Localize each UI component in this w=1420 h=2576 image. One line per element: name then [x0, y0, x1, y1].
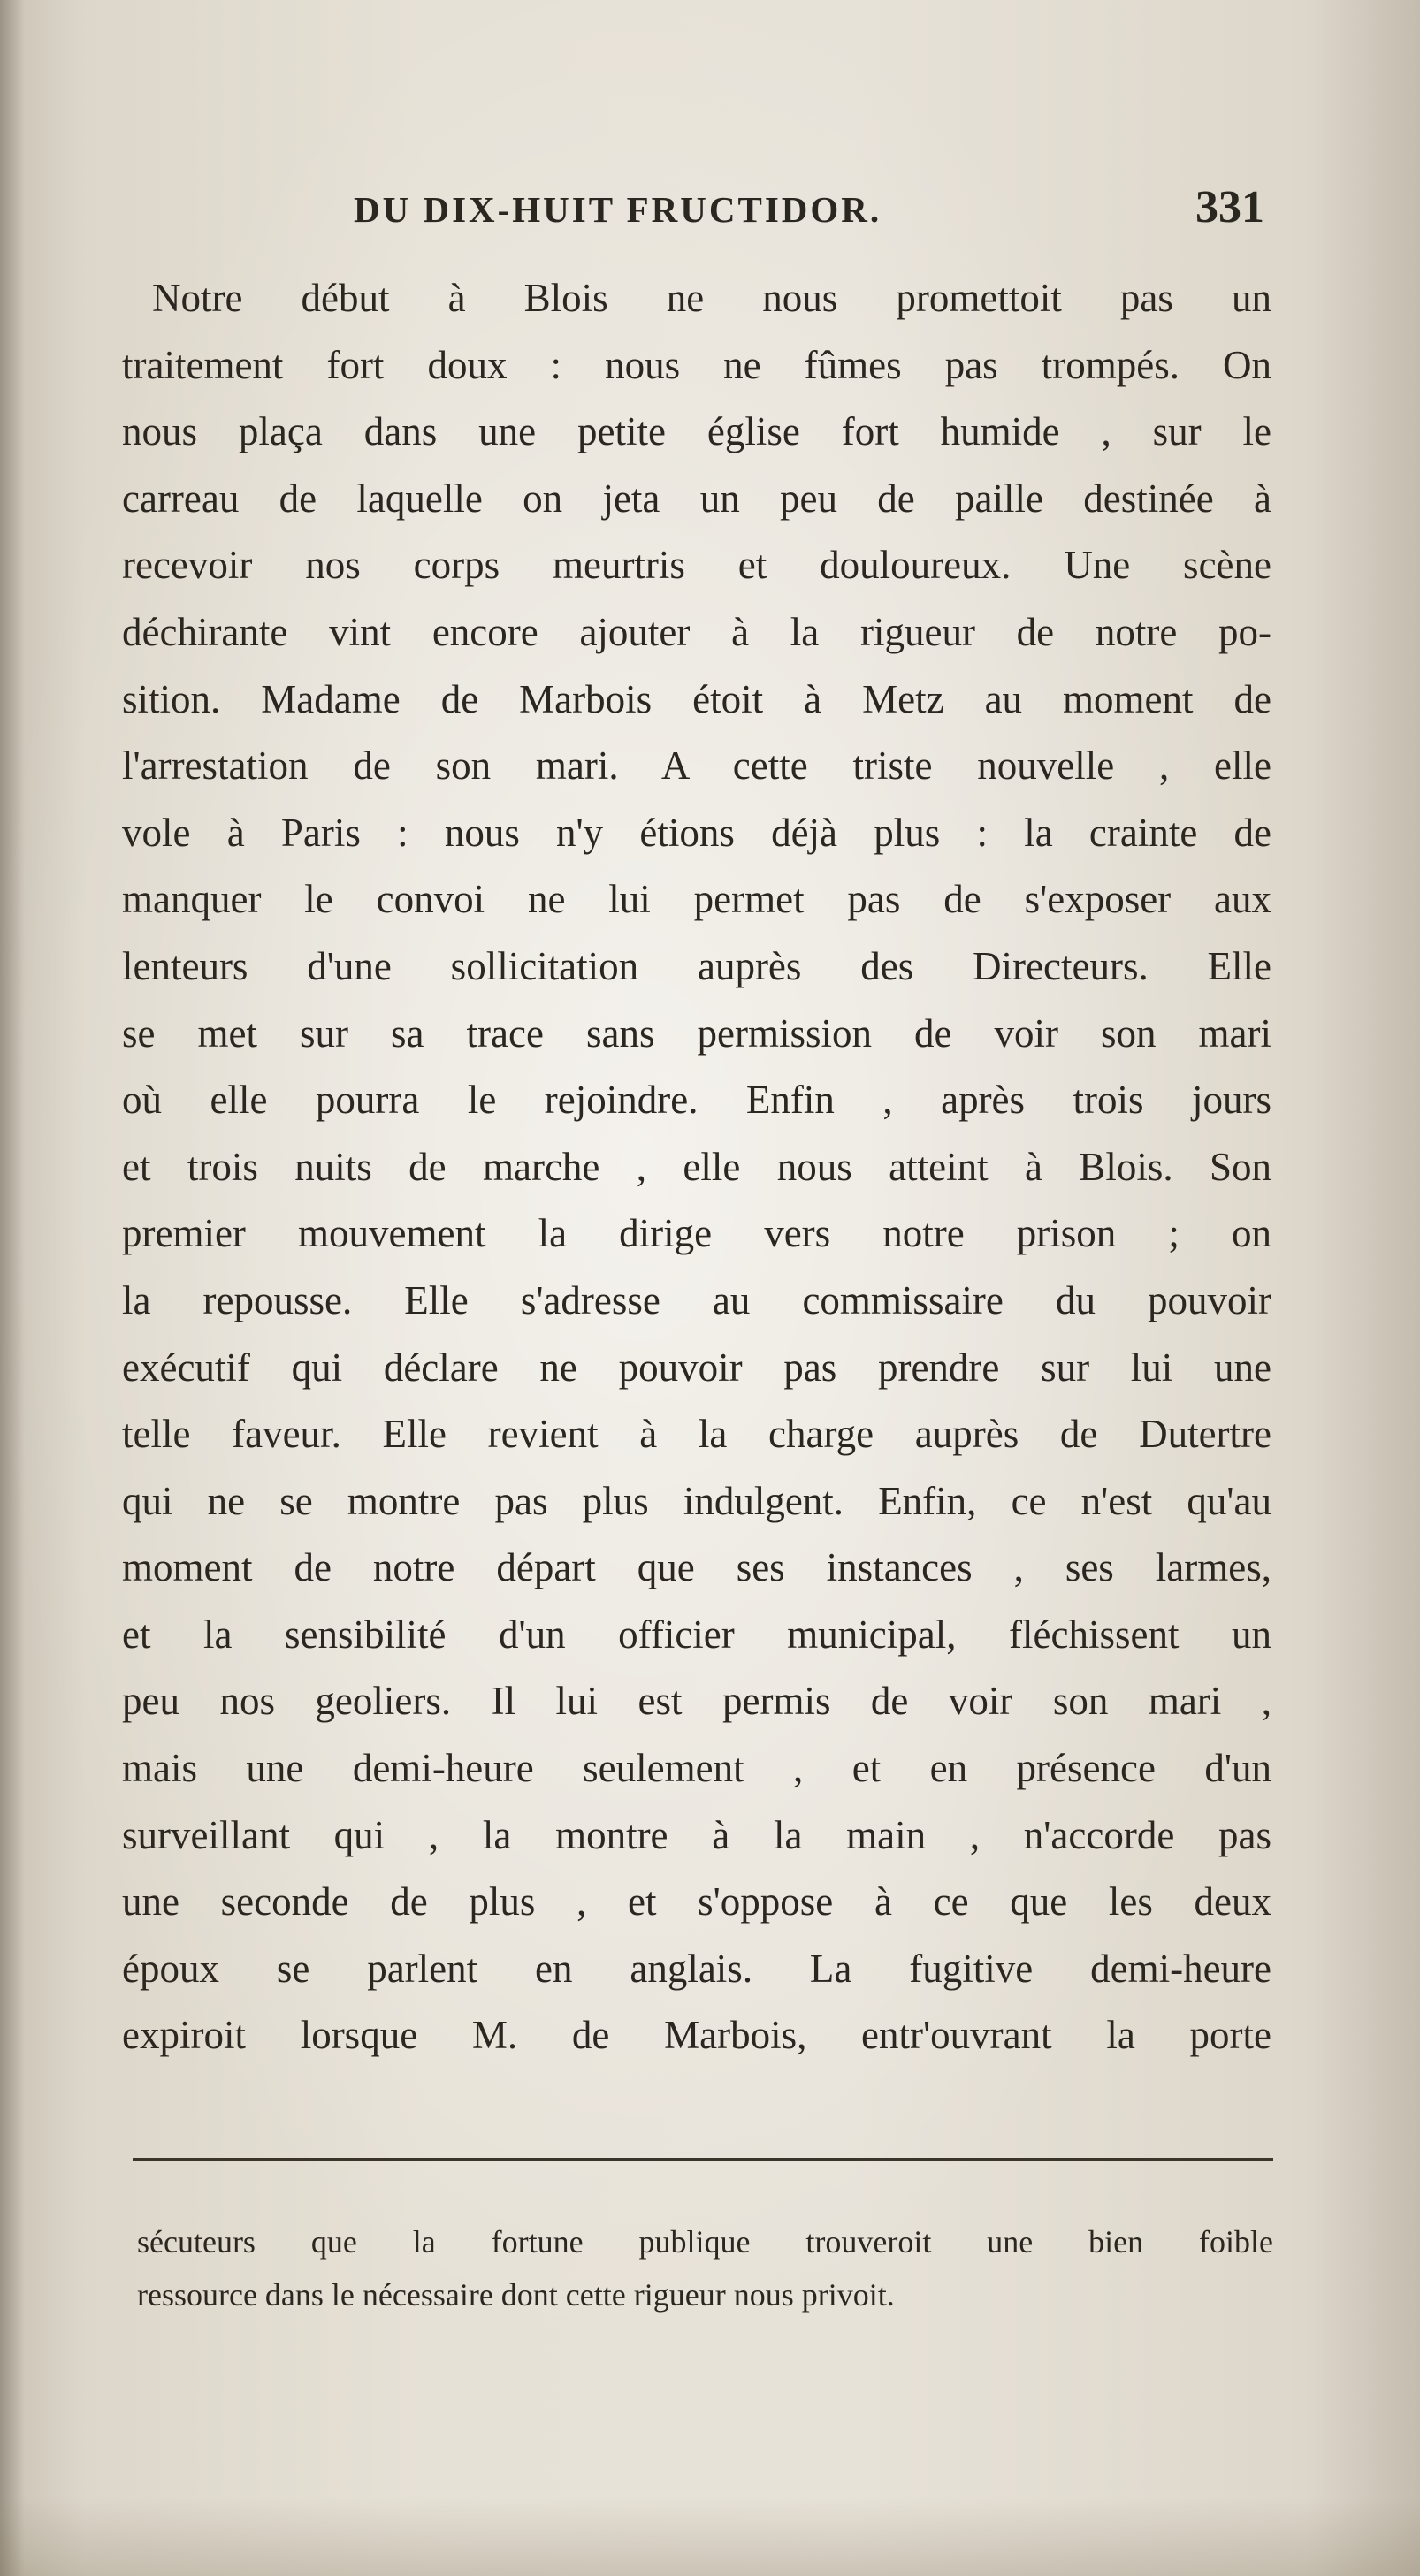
page-number: 331	[1195, 182, 1264, 232]
text-line: et la sensibilité d'un officier municipal, fléchissent un	[122, 1612, 1271, 1657]
text-line: nous plaça dans une petite église fort humide , sur le	[122, 409, 1271, 454]
text-line: telle faveur. Elle revient à la charge auprès de Dutertre	[122, 1412, 1271, 1457]
text-line: et trois nuits de marche , elle nous atteint à Blois. Son	[122, 1144, 1271, 1189]
text-line: moment de notre départ que ses instances , ses larmes,	[122, 1545, 1271, 1590]
text-line: expiroit lorsque M. de Marbois, entr'ouvrant la porte	[122, 2013, 1271, 2058]
text-line: l'arrestation de son mari. A cette triste nouvelle , elle	[122, 743, 1271, 789]
footnote-line: sécuteurs que la fortune publique trouveroit une bien foible	[137, 2224, 1273, 2260]
text-line: carreau de laquelle on jeta un peu de paille destinée à	[122, 476, 1271, 521]
text-line: manquer le convoi ne lui permet pas de s'exposer aux	[122, 877, 1271, 922]
text-line: la repousse. Elle s'adresse au commissaire du pouvoir	[122, 1277, 1271, 1322]
text-line: traitement fort doux : nous ne fûmes pas trompés. On	[122, 342, 1271, 387]
text-line: Notre début à Blois ne nous promettoit pas un	[152, 276, 1271, 320]
text-line: sition. Madame de Marbois étoit à Metz au moment de	[122, 676, 1271, 721]
text-line: mais une demi-heure seulement , et en présence d'un	[122, 1746, 1271, 1791]
text-line: se met sur sa trace sans permission de voir son mari	[122, 1010, 1271, 1056]
text-line: peu nos geoliers. Il lui est permis de voir son mari ,	[122, 1679, 1271, 1724]
text-line: où elle pourra le rejoindre. Enfin , après trois jours	[122, 1078, 1271, 1123]
text-line: exécutif qui déclare ne pouvoir pas prendre sur lui une	[122, 1345, 1271, 1390]
text-line: surveillant qui , la montre à la main , n'accorde pas	[122, 1812, 1271, 1857]
text-line: vole à Paris : nous n'y étions déjà plus : la crainte de	[122, 810, 1271, 855]
text-line: déchirante vint encore ajouter à la rigueur de notre po-	[122, 609, 1271, 654]
text-line: qui ne se montre pas plus indulgent. Enfin, ce n'est qu'au	[122, 1478, 1271, 1523]
text-line: recevoir nos corps meurtris et douloureux. Une scène	[122, 543, 1271, 588]
text-line: premier mouvement la dirige vers notre prison ; on	[122, 1211, 1271, 1256]
body-text	[122, 265, 1271, 2069]
text-line: lenteurs d'une sollicitation auprès des Directeurs. Elle	[122, 943, 1271, 988]
page-header	[354, 181, 1264, 243]
running-head: DU DIX-HUIT FRUCTIDOR.	[354, 189, 882, 230]
footnote-rule	[133, 2158, 1273, 2161]
footnote-line: ressource dans le nécessaire dont cette rigueur nous privoit.	[137, 2277, 895, 2313]
footnote	[137, 2215, 1273, 2321]
text-line: époux se parlent en anglais. La fugitive demi-heure	[122, 1946, 1271, 1991]
text-line: une seconde de plus , et s'oppose à ce que les deux	[122, 1879, 1271, 1924]
